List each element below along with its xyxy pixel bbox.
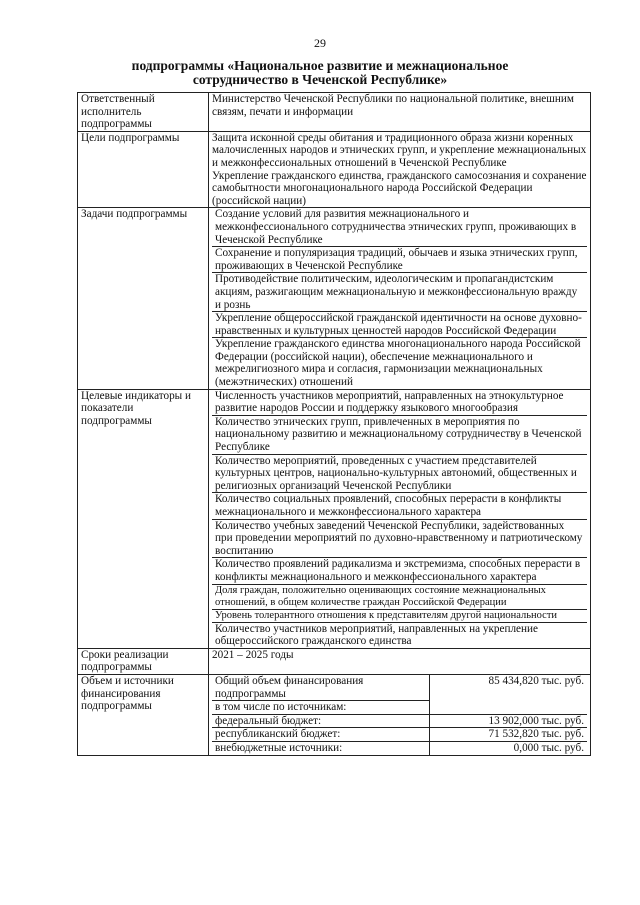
task-item: Укрепление гражданского единства многонационального народа Российской Федерации (российской нации), обеспечение межнационального и межрелигиозного мира и согласия, гармонизации межнациональных (межэтнических) отношений: [215, 338, 581, 389]
subprogram-passport-table: [77, 92, 591, 756]
row-indicators: [78, 389, 591, 648]
indicator-item: Количество учебных заведений Чеченской Республики, задействованных при проведении мероприятий по духовно-нравственному и патриотическому воспитанию: [212, 520, 587, 559]
funding-total-value: 85 434,820 тыс. руб.: [430, 675, 588, 701]
page-title: [90, 59, 550, 87]
funding-federal-label: федеральный бюджет:: [212, 714, 430, 728]
row-funding: [78, 674, 591, 755]
funding-sources-empty: [430, 701, 588, 715]
funding-republic-value: 71 532,820 тыс. руб.: [430, 728, 588, 742]
tasks-value: [209, 208, 591, 389]
indicator-item: Количество социальных проявлений, способных перерасти в конфликты межнационального и межконфессионального характера: [212, 493, 587, 519]
funding-total-label: Общий объем финансирования подпрограммы: [212, 675, 430, 701]
title-line-2: сотрудничество в Чеченской Республике»: [192, 72, 448, 87]
goals-value: [209, 131, 591, 208]
task-item: Противодействие политическим, идеологическим и пропагандистским акциям, разжигающим межнациональную и межконфессиональную вражду и рознь: [212, 273, 587, 312]
title-line-1: подпрограммы «Национальное развитие и межнациональное: [131, 58, 509, 73]
indicator-item: Уровень толерантного отношения к представителям другой национальности: [212, 610, 587, 623]
indicator-item: Количество мероприятий, проведенных с участием представителей культурных центров, национально-культурных автономий, общественных и религиозных организаций Чеченской Республики: [212, 455, 587, 494]
indicator-item: Количество этнических групп, привлеченных в мероприятия по национальному развитию и межнациональному сотрудничеству в Чеченской Республике: [212, 416, 587, 455]
row-executor: [78, 93, 591, 132]
executor-label: Ответственный исполнитель подпрограммы: [78, 93, 209, 132]
funding-sources-label: в том числе по источникам:: [212, 701, 430, 715]
indicator-item: Количество участников мероприятий, направленных на укрепление общероссийского гражданского единства: [215, 622, 538, 648]
indicators-label: Целевые индикаторы и показатели подпрограммы: [78, 389, 209, 648]
funding-value: [209, 674, 591, 755]
indicator-item: Доля граждан, положительно оценивающих состояние межнациональных отношений, в общем количестве граждан Российской Федерации: [212, 585, 587, 610]
row-terms: [78, 648, 591, 674]
task-item: Создание условий для развития межнационального и межконфессионального сотрудничества этнических групп, проживающих в Чеченской Республике: [212, 208, 587, 247]
row-tasks: [78, 208, 591, 389]
page-number: 29: [314, 36, 326, 50]
funding-label: Объем и источники финансирования подпрограммы: [78, 674, 209, 755]
task-item: Укрепление общероссийской гражданской идентичности на основе духовно-нравственных и культурных ценностей народов Российской Федерации: [212, 312, 587, 338]
funding-extra-value: 0,000 тыс. руб.: [430, 741, 588, 754]
indicator-item: Количество проявлений радикализма и экстремизма, способных перерасти в конфликты межнационального и межконфессионального характера: [212, 558, 587, 584]
funding-republic-label: республиканский бюджет:: [212, 728, 430, 742]
goal-item: Укрепление гражданского единства, гражданского самосознания и сохранение самобытности многонационального народа Российской Федерации (российской нации): [212, 169, 587, 207]
tasks-label: Задачи подпрограммы: [78, 208, 209, 389]
executor-value: Министерство Чеченской Республики по национальной политике, внешним связям, печати и информации: [209, 93, 591, 132]
terms-value: 2021 – 2025 годы: [209, 648, 591, 674]
goal-item: Защита исконной среды обитания и традиционного образа жизни коренных малочисленных народов и этнических групп, и укрепление межнациональных и межконфессиональных отношений в Чеченской Республике: [212, 131, 587, 169]
funding-extra-label: внебюджетные источники:: [212, 741, 430, 754]
indicator-item: Численность участников мероприятий, направленных на этнокультурное развитие народов России и поддержку языкового многообразия: [212, 390, 587, 416]
task-item: Сохранение и популяризация традиций, обычаев и языка этнических групп, проживающих в Чеченской Республике: [212, 247, 587, 273]
funding-federal-value: 13 902,000 тыс. руб.: [430, 714, 588, 728]
terms-label: Сроки реализации подпрограммы: [78, 648, 209, 674]
indicators-value: [209, 389, 591, 648]
funding-table: [212, 675, 587, 755]
row-goals: [78, 131, 591, 208]
goals-label: Цели подпрограммы: [78, 131, 209, 208]
